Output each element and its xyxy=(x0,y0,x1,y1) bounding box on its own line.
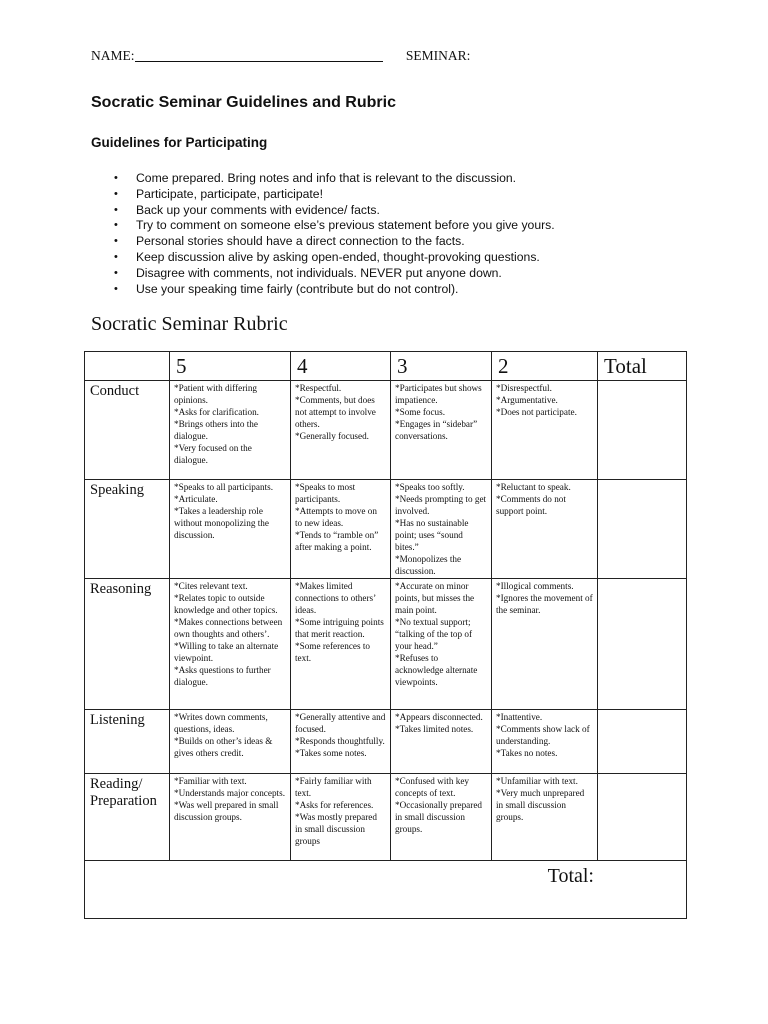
bullet-icon: • xyxy=(114,250,118,263)
row-label: Reasoning xyxy=(85,579,170,710)
guideline-item xyxy=(112,282,555,298)
row-label: Conduct xyxy=(85,381,170,480)
rubric-cell xyxy=(391,710,492,774)
guideline-text: Back up your comments with evidence/ facts. xyxy=(136,202,380,217)
rubric-cell xyxy=(492,579,598,710)
col-header-3: 3 xyxy=(391,352,492,381)
cell-text: *Participates but shows impatience. *Some focus. *Engages in “sidebar” conversations. xyxy=(395,383,482,441)
grand-total-label[interactable]: Total: xyxy=(85,861,687,919)
guideline-text: Participate, participate, participate! xyxy=(136,186,323,201)
cell-text: *Patient with differing opinions. *Asks for clarification. *Brings others into the dialogue. *Very focused on the dialogue. xyxy=(174,383,259,465)
guideline-item xyxy=(112,250,555,266)
cell-text: *Generally attentive and focused. *Responds thoughtfully. *Takes some notes. xyxy=(295,712,386,758)
rubric-cell xyxy=(291,579,391,710)
rubric-cell xyxy=(492,381,598,480)
cell-text: *Respectful. *Comments, but does not attempt to involve others. *Generally focused. xyxy=(295,383,376,441)
rubric-row-reasoning xyxy=(85,579,687,710)
bullet-icon: • xyxy=(114,187,118,200)
col-header-4: 4 xyxy=(291,352,391,381)
guideline-text: Personal stories should have a direct connection to the facts. xyxy=(136,234,465,249)
rubric-row-listening xyxy=(85,710,687,774)
rubric-cell xyxy=(492,774,598,861)
rubric-row-speaking xyxy=(85,480,687,579)
row-label: Reading/ Preparation xyxy=(85,774,170,861)
name-blank[interactable] xyxy=(135,48,383,62)
guidelines-heading: Guidelines for Participating xyxy=(91,135,268,150)
guideline-item xyxy=(112,187,555,203)
cell-text: *Speaks to all participants. *Articulate. *Takes a leadership role without monopolizing the discussion. xyxy=(174,482,273,540)
col-header-2: 2 xyxy=(492,352,598,381)
rubric-cell xyxy=(170,710,291,774)
cell-text: *Reluctant to speak. *Comments do not support point. xyxy=(496,482,571,516)
rubric-cell xyxy=(391,579,492,710)
row-label: Speaking xyxy=(85,480,170,579)
rubric-header-row xyxy=(85,352,687,381)
guideline-text: Use your speaking time fairly (contribute but do not control). xyxy=(136,281,459,296)
col-header-5: 5 xyxy=(170,352,291,381)
guideline-text: Disagree with comments, not individuals. NEVER put anyone down. xyxy=(136,265,502,280)
corner-cell xyxy=(85,352,170,381)
guideline-item xyxy=(112,266,555,282)
rubric-cell xyxy=(391,774,492,861)
rubric-cell xyxy=(391,480,492,579)
bullet-icon: • xyxy=(114,219,118,232)
guideline-text: Try to comment on someone else’s previous statement before you give yours. xyxy=(136,218,555,233)
rubric-cell xyxy=(492,480,598,579)
rubric-cell xyxy=(291,480,391,579)
rubric-cell xyxy=(391,381,492,480)
guideline-item xyxy=(112,218,555,234)
rubric-row-conduct xyxy=(85,381,687,480)
rubric-cell xyxy=(291,710,391,774)
cell-text: *Confused with key concepts of text. *Occasionally prepared in small discussion groups. xyxy=(395,776,482,834)
row-label: Listening xyxy=(85,710,170,774)
rubric-title: Socratic Seminar Rubric xyxy=(91,313,288,335)
bullet-icon: • xyxy=(114,172,118,184)
cell-text: *Fairly familiar with text. *Asks for references. *Was mostly prepared in small discussion groups xyxy=(295,776,377,846)
guideline-text: Come prepared. Bring notes and info that is relevant to the discussion. xyxy=(136,171,517,185)
cell-text: *Accurate on minor points, but misses the main point. *No textual support; “talking of the top of your head.” *Refuses to acknowledge alternate viewpoints. xyxy=(395,581,478,687)
rubric-cell xyxy=(170,480,291,579)
total-cell[interactable] xyxy=(598,710,687,774)
guideline-text: Keep discussion alive by asking open-ended, thought-provoking questions. xyxy=(136,249,540,264)
total-cell[interactable] xyxy=(598,774,687,861)
rubric-cell xyxy=(291,381,391,480)
rubric-cell xyxy=(291,774,391,861)
cell-text: *Makes limited connections to others’ ideas. *Some intriguing points that merit reaction. *Some references to text. xyxy=(295,581,384,663)
cell-text: *Unfamiliar with text. *Very much unprepared in small discussion groups. xyxy=(496,776,585,822)
cell-text: *Cites relevant text. *Relates topic to outside knowledge and other topics. *Makes connections between own thoughts and others’. *Willing to take an alternate viewpoint. *Asks questions to further dialogue. xyxy=(174,581,283,687)
bullet-icon: • xyxy=(114,203,118,216)
cell-text: *Writes down comments, questions, ideas. *Builds on other’s ideas & gives others credit. xyxy=(174,712,273,758)
cell-text: *Disrespectful. *Argumentative. *Does not participate. xyxy=(496,383,577,417)
rubric-cell xyxy=(170,381,291,480)
cell-text: *Familiar with text. *Understands major concepts. *Was well prepared in small discussion groups. xyxy=(174,776,285,822)
cell-text: *Speaks too softly. *Needs prompting to get involved. *Has no sustainable point; uses “sound bites.” *Monopolizes the discussion. xyxy=(395,482,487,576)
cell-text: *Illogical comments. *Ignores the movement of the seminar. xyxy=(496,581,593,615)
guidelines-list xyxy=(112,171,555,297)
col-header-total: Total xyxy=(598,352,687,381)
rubric-table xyxy=(84,351,687,919)
total-cell[interactable] xyxy=(598,579,687,710)
bullet-icon: • xyxy=(114,235,118,248)
cell-text: *Inattentive. *Comments show lack of understanding. *Takes no notes. xyxy=(496,712,590,758)
guideline-item xyxy=(112,203,555,219)
rubric-total-row xyxy=(85,861,687,919)
name-label: NAME: xyxy=(91,48,135,63)
total-cell[interactable] xyxy=(598,480,687,579)
bullet-icon: • xyxy=(114,266,118,279)
page-title: Socratic Seminar Guidelines and Rubric xyxy=(91,94,396,111)
rubric-cell xyxy=(492,710,598,774)
name-seminar-line xyxy=(91,48,470,64)
guideline-item xyxy=(112,234,555,250)
cell-text: *Appears disconnected. *Takes limited notes. xyxy=(395,712,483,734)
bullet-icon: • xyxy=(114,282,118,295)
cell-text: *Speaks to most participants. *Attempts to move on to new ideas. *Tends to “ramble on” after making a point. xyxy=(295,482,379,552)
seminar-label: SEMINAR: xyxy=(405,48,471,63)
rubric-row-reading-preparation xyxy=(85,774,687,861)
total-cell[interactable] xyxy=(598,381,687,480)
rubric-cell xyxy=(170,579,291,710)
guideline-item xyxy=(112,171,555,187)
rubric-cell xyxy=(170,774,291,861)
